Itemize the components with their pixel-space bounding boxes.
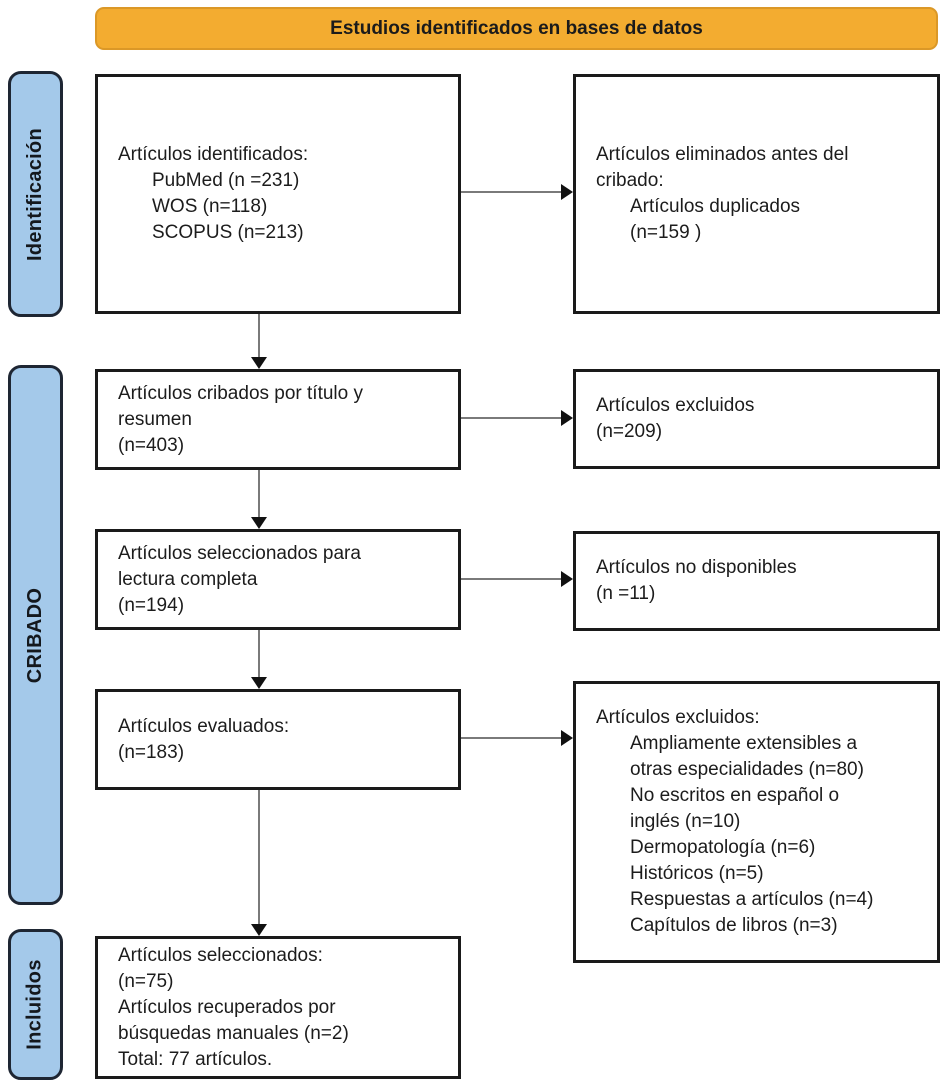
arrow-right-icon bbox=[561, 184, 573, 200]
box-text-line: (n=194) bbox=[118, 594, 185, 616]
box-text-line: (n=75) bbox=[118, 970, 174, 992]
flow-connector-line bbox=[258, 790, 260, 925]
box-text-line: Artículos seleccionados para bbox=[118, 542, 361, 564]
flow-connector-line bbox=[258, 314, 260, 357]
stage-label-incluidos-text: Incluidos bbox=[24, 959, 47, 1050]
stage-label-cribado-text: CRIBADO bbox=[24, 587, 46, 683]
title-banner bbox=[95, 7, 938, 50]
box-articles-included-final bbox=[95, 936, 461, 1079]
box-text-line: inglés (n=10) bbox=[630, 811, 741, 832]
arrow-down-icon bbox=[251, 357, 267, 369]
box-text-line: Históricos (n=5) bbox=[630, 863, 764, 884]
stage-label-identificacion bbox=[8, 71, 63, 317]
stage-label-cribado bbox=[8, 365, 63, 905]
box-text-line: Artículos duplicados bbox=[630, 196, 801, 217]
box-articles-assessed bbox=[95, 689, 461, 790]
box-text-line: Artículos excluidos: bbox=[596, 707, 760, 728]
arrow-down-icon bbox=[251, 924, 267, 936]
box-text-line: WOS (n=118) bbox=[152, 196, 268, 217]
flow-connector-line bbox=[258, 630, 260, 678]
arrow-right-icon bbox=[561, 730, 573, 746]
box-articles-selected-full-text bbox=[95, 529, 461, 630]
box-text-line: resumen bbox=[118, 408, 192, 430]
flow-connector-line bbox=[461, 737, 562, 739]
flow-connector-line bbox=[461, 191, 562, 193]
arrow-right-icon bbox=[561, 571, 573, 587]
arrow-down-icon bbox=[251, 677, 267, 689]
flow-connector-line bbox=[461, 578, 562, 580]
box-articles-identified bbox=[95, 74, 461, 314]
flow-connector-line bbox=[461, 417, 562, 419]
box-text-line: Respuestas a artículos (n=4) bbox=[630, 889, 874, 910]
box-text-line: Dermopatología (n=6) bbox=[630, 837, 816, 858]
box-text-line: (n=159 ) bbox=[630, 222, 702, 243]
box-text-line: Artículos seleccionados: bbox=[118, 944, 323, 966]
box-text-line: No escritos en español o bbox=[630, 785, 840, 806]
box-text-line: (n=403) bbox=[118, 434, 185, 456]
box-text-line: Total: 77 artículos. bbox=[118, 1048, 273, 1070]
box-text-line: Artículos recuperados por bbox=[118, 996, 336, 1018]
box-text-line: lectura completa bbox=[118, 568, 258, 590]
box-text-line: Artículos eliminados antes del bbox=[596, 144, 849, 165]
box-text-line: Ampliamente extensibles a bbox=[630, 733, 858, 754]
box-text-line: Artículos identificados: bbox=[118, 144, 309, 165]
box-text-line: Artículos no disponibles bbox=[596, 557, 797, 578]
arrow-down-icon bbox=[251, 517, 267, 529]
box-text-line: (n =11) bbox=[596, 583, 656, 604]
box-text-line: (n=183) bbox=[118, 741, 185, 763]
box-text-line: Artículos evaluados: bbox=[118, 715, 290, 737]
box-text-line: búsquedas manuales (n=2) bbox=[118, 1022, 349, 1044]
box-text-line: Artículos excluidos bbox=[596, 395, 755, 416]
box-articles-not-available bbox=[573, 531, 940, 631]
box-text-line: (n=209) bbox=[596, 421, 663, 442]
box-text-line: Artículos cribados por título y bbox=[118, 382, 363, 404]
box-articles-removed-before-screening bbox=[573, 74, 940, 314]
box-articles-excluded-screening bbox=[573, 369, 940, 469]
flow-connector-line bbox=[258, 470, 260, 518]
box-text-line: otras especialidades (n=80) bbox=[630, 759, 864, 780]
arrow-right-icon bbox=[561, 410, 573, 426]
box-text-line: PubMed (n =231) bbox=[152, 170, 300, 191]
title-banner-label: Estudios identificados en bases de datos bbox=[330, 17, 703, 39]
box-articles-screened-title-abstract bbox=[95, 369, 461, 470]
box-text-line: SCOPUS (n=213) bbox=[152, 222, 304, 243]
box-text-line: cribado: bbox=[596, 170, 664, 191]
box-articles-excluded-assessment bbox=[573, 681, 940, 963]
stage-label-incluidos bbox=[8, 929, 63, 1080]
stage-label-identificacion-text: Identificación bbox=[24, 127, 47, 261]
box-text-line: Capítulos de libros (n=3) bbox=[630, 915, 838, 936]
